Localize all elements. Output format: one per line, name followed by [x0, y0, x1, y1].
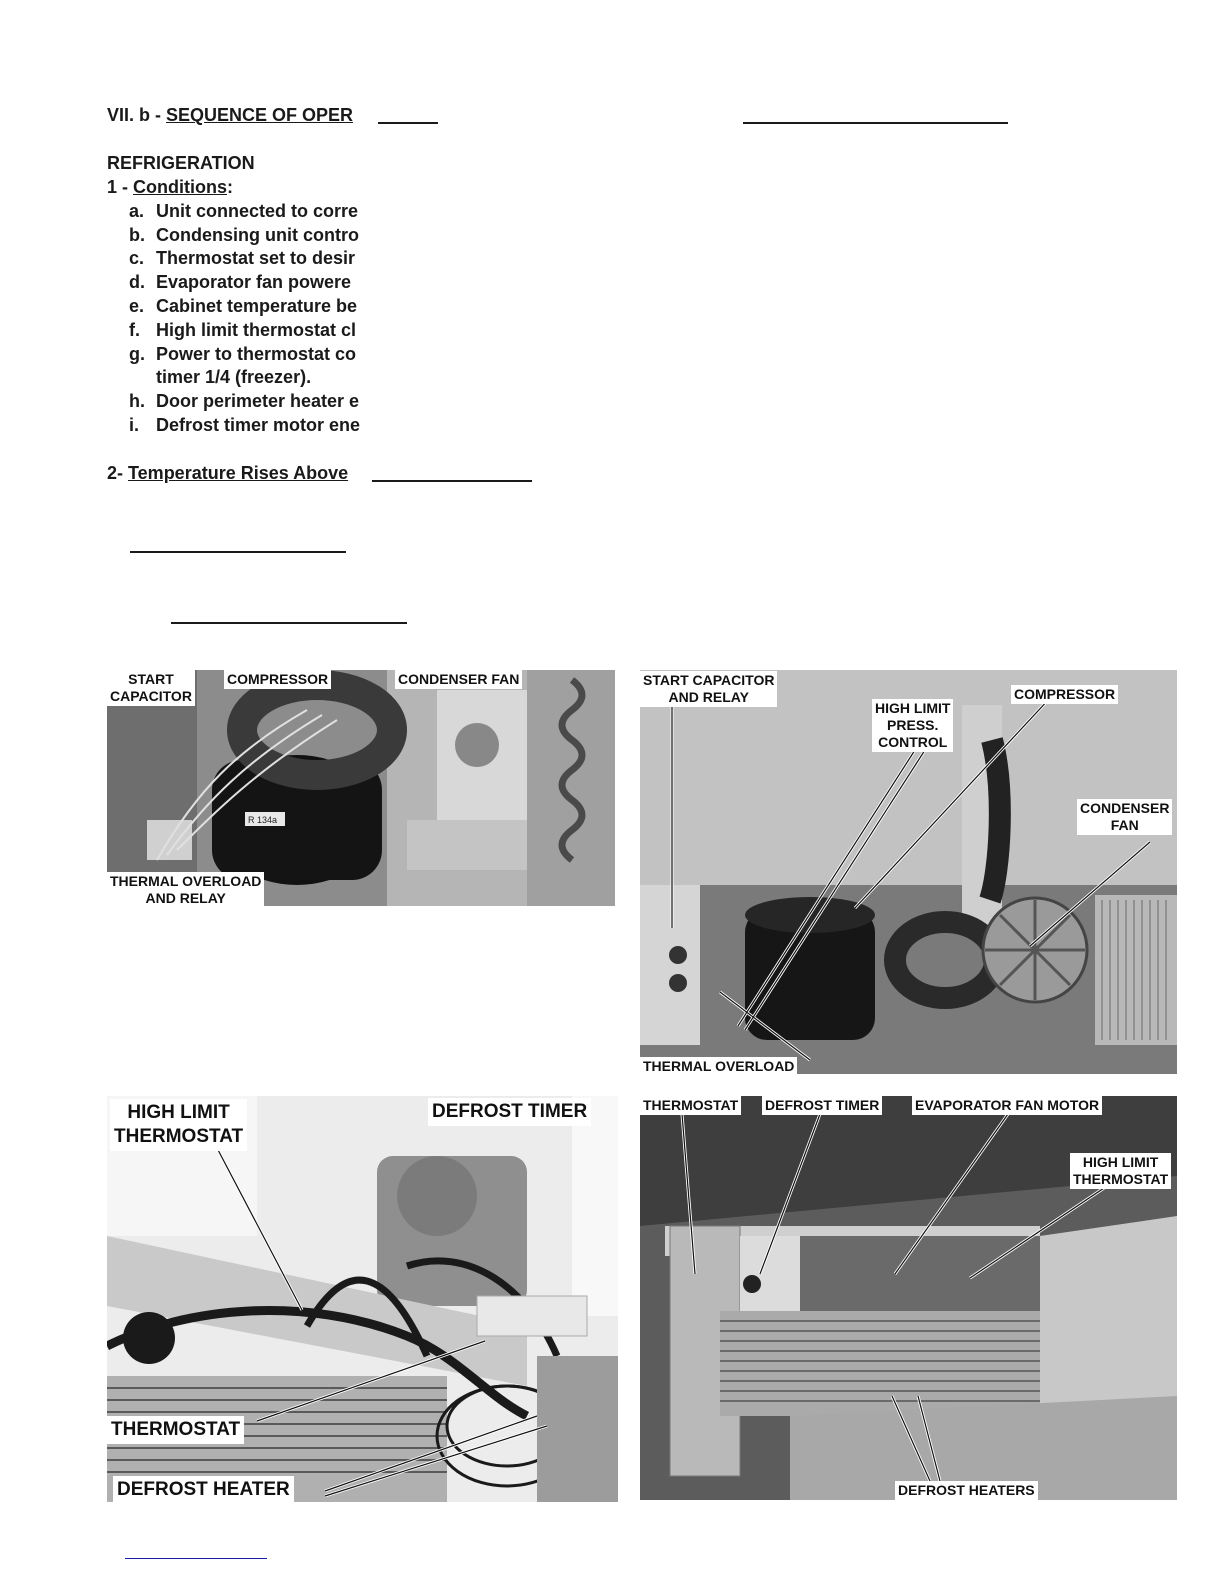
list-item: d. Evaporator fan powere [129, 272, 352, 292]
label-defrost-timer: DEFROST TIMER [428, 1098, 591, 1126]
label-condenser-fan: CONDENSER FAN [395, 670, 522, 689]
blank-rule-2 [171, 622, 407, 624]
list-item: g. Power to thermostat co [129, 344, 357, 364]
photo-condensing-unit [640, 670, 1177, 1074]
footer-link-underline[interactable] [125, 1558, 267, 1559]
label-defrost-heaters: DEFROST HEATERS [895, 1481, 1038, 1500]
photo-defrost-closeup [107, 1096, 618, 1502]
label-defrost-heater: DEFROST HEATER [113, 1476, 294, 1502]
label-start-capacitor-relay: START CAPACITOR AND RELAY [640, 671, 777, 707]
conditions-colon: : [227, 177, 233, 197]
list-item: h. Door perimeter heater e [129, 391, 360, 411]
photo-evaporator-assembly [640, 1096, 1177, 1500]
step2-title: Temperature Rises Above [128, 463, 349, 483]
label-thermostat: THERMOSTAT [640, 1096, 741, 1115]
label-evaporator-fan-motor: EVAPORATOR FAN MOTOR [912, 1096, 1102, 1115]
list-item: c. Thermostat set to desir [129, 248, 356, 268]
label-defrost-timer: DEFROST TIMER [762, 1096, 882, 1115]
list-item: e. Cabinet temperature be [129, 296, 358, 316]
refrigerant-tag: R 134a [248, 815, 278, 825]
label-thermal-overload: THERMAL OVERLOAD [640, 1057, 797, 1074]
label-compressor: COMPRESSOR [1011, 685, 1118, 704]
blank-rule-1 [130, 551, 346, 553]
list-item: i. Defrost timer motor ene [129, 415, 361, 435]
label-high-limit-press-control: HIGH LIMIT PRESS. CONTROL [872, 699, 953, 752]
section-heading [107, 103, 353, 127]
list-item: a. Unit connected to corre [129, 201, 359, 221]
step2-number: 2- [107, 463, 129, 483]
label-thermostat: THERMOSTAT [107, 1416, 244, 1444]
conditions-title: Conditions [133, 177, 227, 197]
conditions-heading [107, 175, 233, 199]
label-high-limit-thermostat: HIGH LIMIT THERMOSTAT [110, 1099, 247, 1151]
conditions-number: 1 - [107, 177, 134, 197]
label-high-limit-thermostat: HIGH LIMIT THERMOSTAT [1070, 1153, 1171, 1189]
heading-underline-extension [378, 122, 438, 124]
label-start-capacitor: START CAPACITOR [107, 670, 195, 706]
list-item: b. Condensing unit contro [129, 225, 359, 245]
heading-title: SEQUENCE OF OPER [166, 105, 354, 125]
label-condenser-fan: CONDENSER FAN [1077, 799, 1172, 835]
heading-prefix: VII. b - [107, 105, 167, 125]
list-item: timer 1/4 (freezer). [156, 367, 312, 387]
label-thermal-overload: THERMAL OVERLOAD AND RELAY [107, 872, 264, 906]
heading-underline-right [743, 122, 1008, 124]
step2-underline-extension [372, 480, 532, 482]
label-compressor: COMPRESSOR [224, 670, 331, 689]
step2-heading [107, 461, 348, 485]
section-label: REFRIGERATION [107, 153, 255, 173]
list-item: f. High limit thermostat cl [129, 320, 357, 340]
photo-compressor-closeup [107, 670, 615, 906]
